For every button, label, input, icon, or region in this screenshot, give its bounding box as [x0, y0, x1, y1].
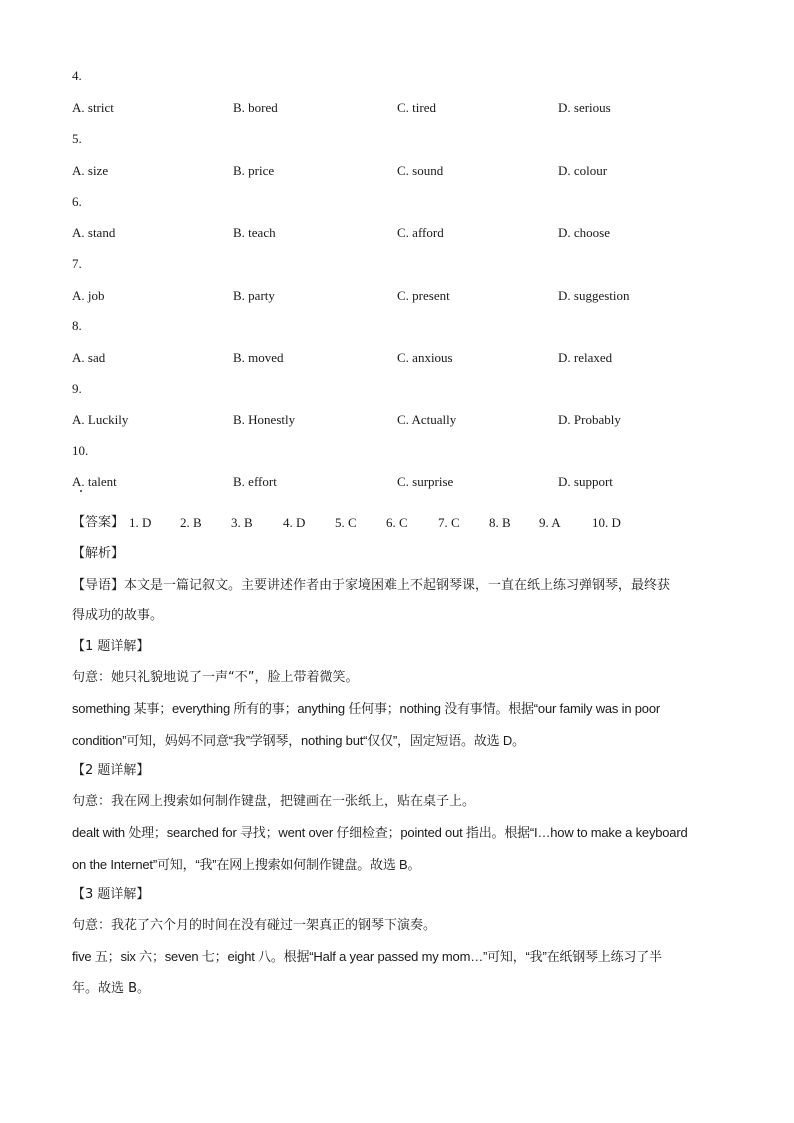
section-heading: 【3 题详解】: [72, 887, 150, 902]
option-b: B. effort: [233, 474, 277, 489]
answer-item: 10. D: [592, 515, 621, 530]
option-d: D. support: [558, 474, 613, 489]
sentence-meaning: 句意：她只礼貌地说了一声“不”，脸上带着微笑。: [72, 670, 359, 685]
option-c: C. surprise: [397, 474, 454, 489]
explanation-line: condition”可知，妈妈不同意“我”学钢琴，nothing but“仅仅”，固定短语。故选 D。: [72, 733, 525, 748]
answer-item: 3. B: [231, 515, 253, 530]
option-a: A. Luckily: [72, 412, 129, 427]
option-d: D. serious: [558, 100, 611, 115]
answer-item: 6. C: [386, 515, 408, 530]
option-a: A. stand: [72, 225, 116, 240]
intro-line: 【导语】本文是一篇记叙文。主要讲述作者由于家境困难上不起钢琴课，一直在纸上练习弹钢琴，最终获: [72, 578, 671, 593]
answer-label: 【答案】: [72, 515, 125, 530]
sentence-meaning: 句意：我花了六个月的时间在没有碰过一架真正的钢琴下演奏。: [72, 918, 437, 933]
explanation-line: dealt with 处理；searched for 寻找；went over 仔细检查；pointed out 指出。根据“I…how to make a keyboard: [72, 825, 688, 840]
explanation-line: something 某事；everything 所有的事；anything 任何事；nothing 没有事情。根据“our family was in poor: [72, 701, 660, 716]
sentence-meaning: 句意：我在网上搜索如何制作键盘，把键画在一张纸上，贴在桌子上。: [72, 794, 476, 809]
question-number: 5.: [72, 131, 82, 146]
section-heading: 【1 题详解】: [72, 639, 150, 654]
option-a: A. talent: [72, 474, 117, 489]
option-b: B. moved: [233, 350, 284, 365]
option-d: D. relaxed: [558, 350, 613, 365]
answer-item: 7. C: [438, 515, 460, 530]
answer-item: 2. B: [180, 515, 202, 530]
option-c: C. anxious: [397, 350, 453, 365]
option-d: D. colour: [558, 163, 608, 178]
question-number: 10.: [72, 443, 89, 458]
option-b: B. Honestly: [233, 412, 296, 427]
answer-item: 9. A: [539, 515, 561, 530]
question-number: 7.: [72, 256, 82, 271]
answer-item: 5. C: [335, 515, 357, 530]
option-c: C. Actually: [397, 412, 457, 427]
option-b: B. price: [233, 163, 275, 178]
question-number: 4.: [72, 68, 82, 83]
explanation-line: 年。故选 B。: [72, 981, 151, 996]
option-a: A. size: [72, 163, 109, 178]
option-b: B. teach: [233, 225, 276, 240]
option-a: A. job: [72, 288, 105, 303]
question-number: 6.: [72, 194, 82, 209]
option-a: A. strict: [72, 100, 114, 115]
option-d: D. suggestion: [558, 288, 630, 303]
option-c: C. tired: [397, 100, 436, 115]
explanation-line: five 五；six 六；seven 七；eight 八。根据“Half a year passed my mom…”可知，“我”在纸钢琴上练习了半: [72, 949, 662, 964]
option-c: C. present: [397, 288, 450, 303]
stray-mark: [80, 490, 82, 492]
option-b: B. party: [233, 288, 275, 303]
option-d: D. choose: [558, 225, 610, 240]
option-a: A. sad: [72, 350, 106, 365]
intro-line: 得成功的故事。: [72, 608, 164, 623]
answer-item: 1. D: [129, 515, 152, 530]
explanation-line: on the Internet”可知，“我”在网上搜索如何制作键盘。故选 B。: [72, 857, 421, 872]
option-c: C. sound: [397, 163, 444, 178]
section-heading: 【2 题详解】: [72, 763, 150, 778]
question-number: 8.: [72, 318, 82, 333]
option-d: D. Probably: [558, 412, 621, 427]
question-number: 9.: [72, 381, 82, 396]
option-b: B. bored: [233, 100, 278, 115]
answer-item: 4. D: [283, 515, 306, 530]
analysis-heading: 【解析】: [72, 546, 125, 561]
option-c: C. afford: [397, 225, 444, 240]
answer-item: 8. B: [489, 515, 511, 530]
